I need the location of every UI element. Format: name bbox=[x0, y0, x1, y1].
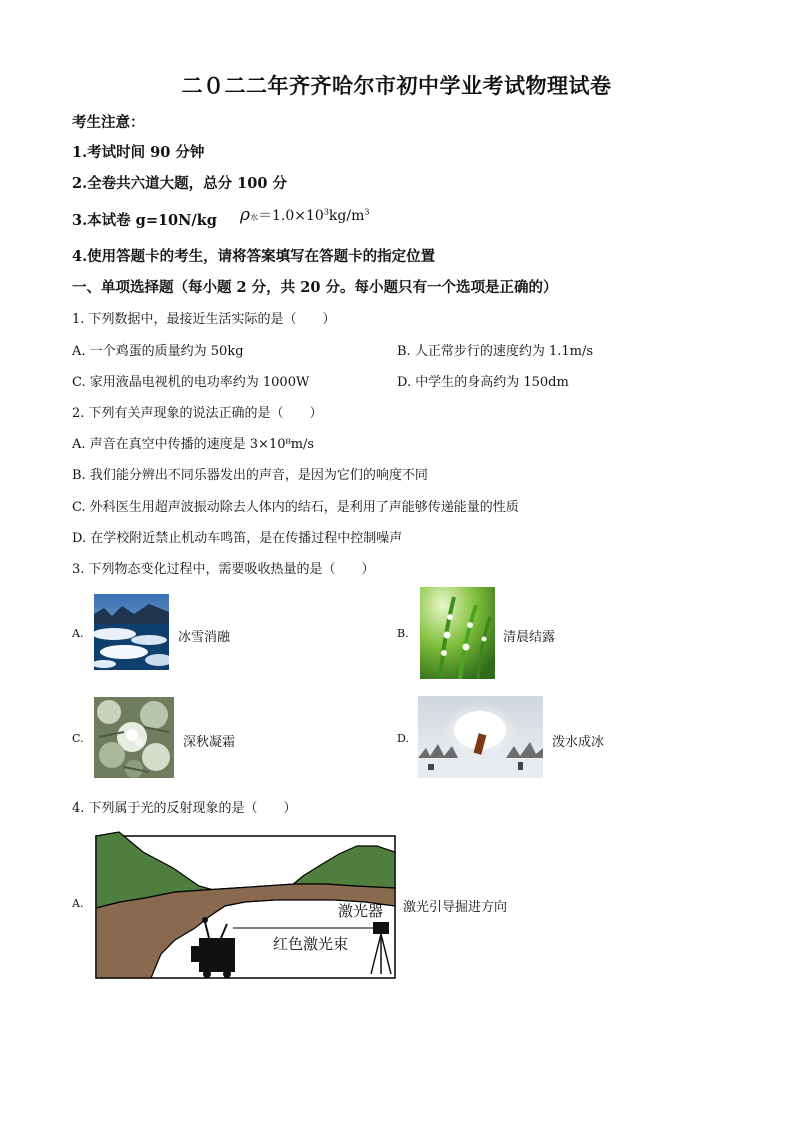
notes-heading: 考生注意： bbox=[72, 114, 145, 131]
fig-label-red-beam: 红色激光束 bbox=[273, 935, 349, 953]
rho-symbol: ρ bbox=[240, 205, 250, 225]
page-title: 二０二二年齐齐哈尔市初中学业考试物理试卷 bbox=[181, 73, 612, 98]
morning-dew-photo bbox=[420, 587, 495, 679]
water-to-ice-photo bbox=[418, 696, 543, 778]
q2-option-d: D. 在学校附近禁止机动车鸣笛，是在传播过程中控制噪声 bbox=[72, 531, 403, 546]
note-item-2: 2.全卷共六道大题，总分 100 分 bbox=[72, 175, 287, 192]
autumn-frost-photo bbox=[94, 697, 174, 778]
q1-option-a: A. 一个鸡蛋的质量约为 50kg bbox=[72, 344, 244, 359]
rho-subscript: 水 bbox=[250, 213, 258, 222]
note-item-4: 4.使用答题卡的考生，请将答案填写在答题卡的指定位置 bbox=[72, 248, 436, 265]
q2-option-b: B. 我们能分辨出不同乐器发出的声音，是因为它们的响度不同 bbox=[72, 468, 428, 483]
ice-melting-photo bbox=[94, 594, 169, 670]
q3-option-c-letter: C. bbox=[72, 732, 84, 745]
q1-option-c: C. 家用液晶电视机的电功率约为 1000W bbox=[72, 375, 310, 390]
q3-option-c-caption: 深秋凝霜 bbox=[183, 735, 236, 750]
q3-option-b-letter: B. bbox=[397, 627, 409, 640]
q4-option-a-letter: A. bbox=[72, 897, 84, 910]
fig-label-laser-device: 激光器 bbox=[338, 902, 384, 920]
q2-option-c: C. 外科医生用超声波振动除去人体内的结石，是利用了声能够传递能量的性质 bbox=[72, 500, 519, 515]
q3-option-d-letter: D. bbox=[397, 732, 409, 745]
formula-exponent: 3 bbox=[323, 207, 329, 217]
q1-option-b: B. 人正常步行的速度约为 1.1m/s bbox=[397, 344, 594, 359]
note-item-3: 3.本试卷 g=10N/kg bbox=[72, 212, 217, 229]
q1-option-d: D. 中学生的身高约为 150dm bbox=[397, 375, 569, 390]
q4-stem: 4. 下列属于光的反射现象的是（ ） bbox=[72, 801, 297, 816]
q2-stem: 2. 下列有关声现象的说法正确的是（ ） bbox=[72, 406, 323, 421]
q4-option-a-caption: 激光引导掘进方向 bbox=[403, 900, 508, 915]
q3-option-a-letter: A. bbox=[72, 627, 84, 640]
q3-option-b-caption: 清晨结露 bbox=[503, 630, 556, 645]
formula-unit: kg/m bbox=[328, 208, 365, 224]
q3-option-a-caption: 冰雪消融 bbox=[178, 630, 231, 645]
q1-stem: 1. 下列数据中，最接近生活实际的是（ ） bbox=[72, 312, 336, 327]
section-heading: 一、单项选择题（每小题 2 分，共 20 分。每小题只有一个选项是正确的） bbox=[72, 279, 558, 296]
formula-unit-exponent: 3 bbox=[364, 207, 370, 217]
q2-option-a: A. 声音在真空中传播的速度是 3×10⁸m/s bbox=[72, 437, 315, 452]
water-density-formula bbox=[240, 205, 369, 225]
q3-option-d-caption: 泼水成冰 bbox=[552, 735, 605, 750]
q3-stem: 3. 下列物态变化过程中，需要吸收热量的是（ ） bbox=[72, 562, 375, 577]
formula-value: ＝1.0×10 bbox=[258, 208, 324, 224]
note-item-1: 1.考试时间 90 分钟 bbox=[72, 144, 205, 161]
